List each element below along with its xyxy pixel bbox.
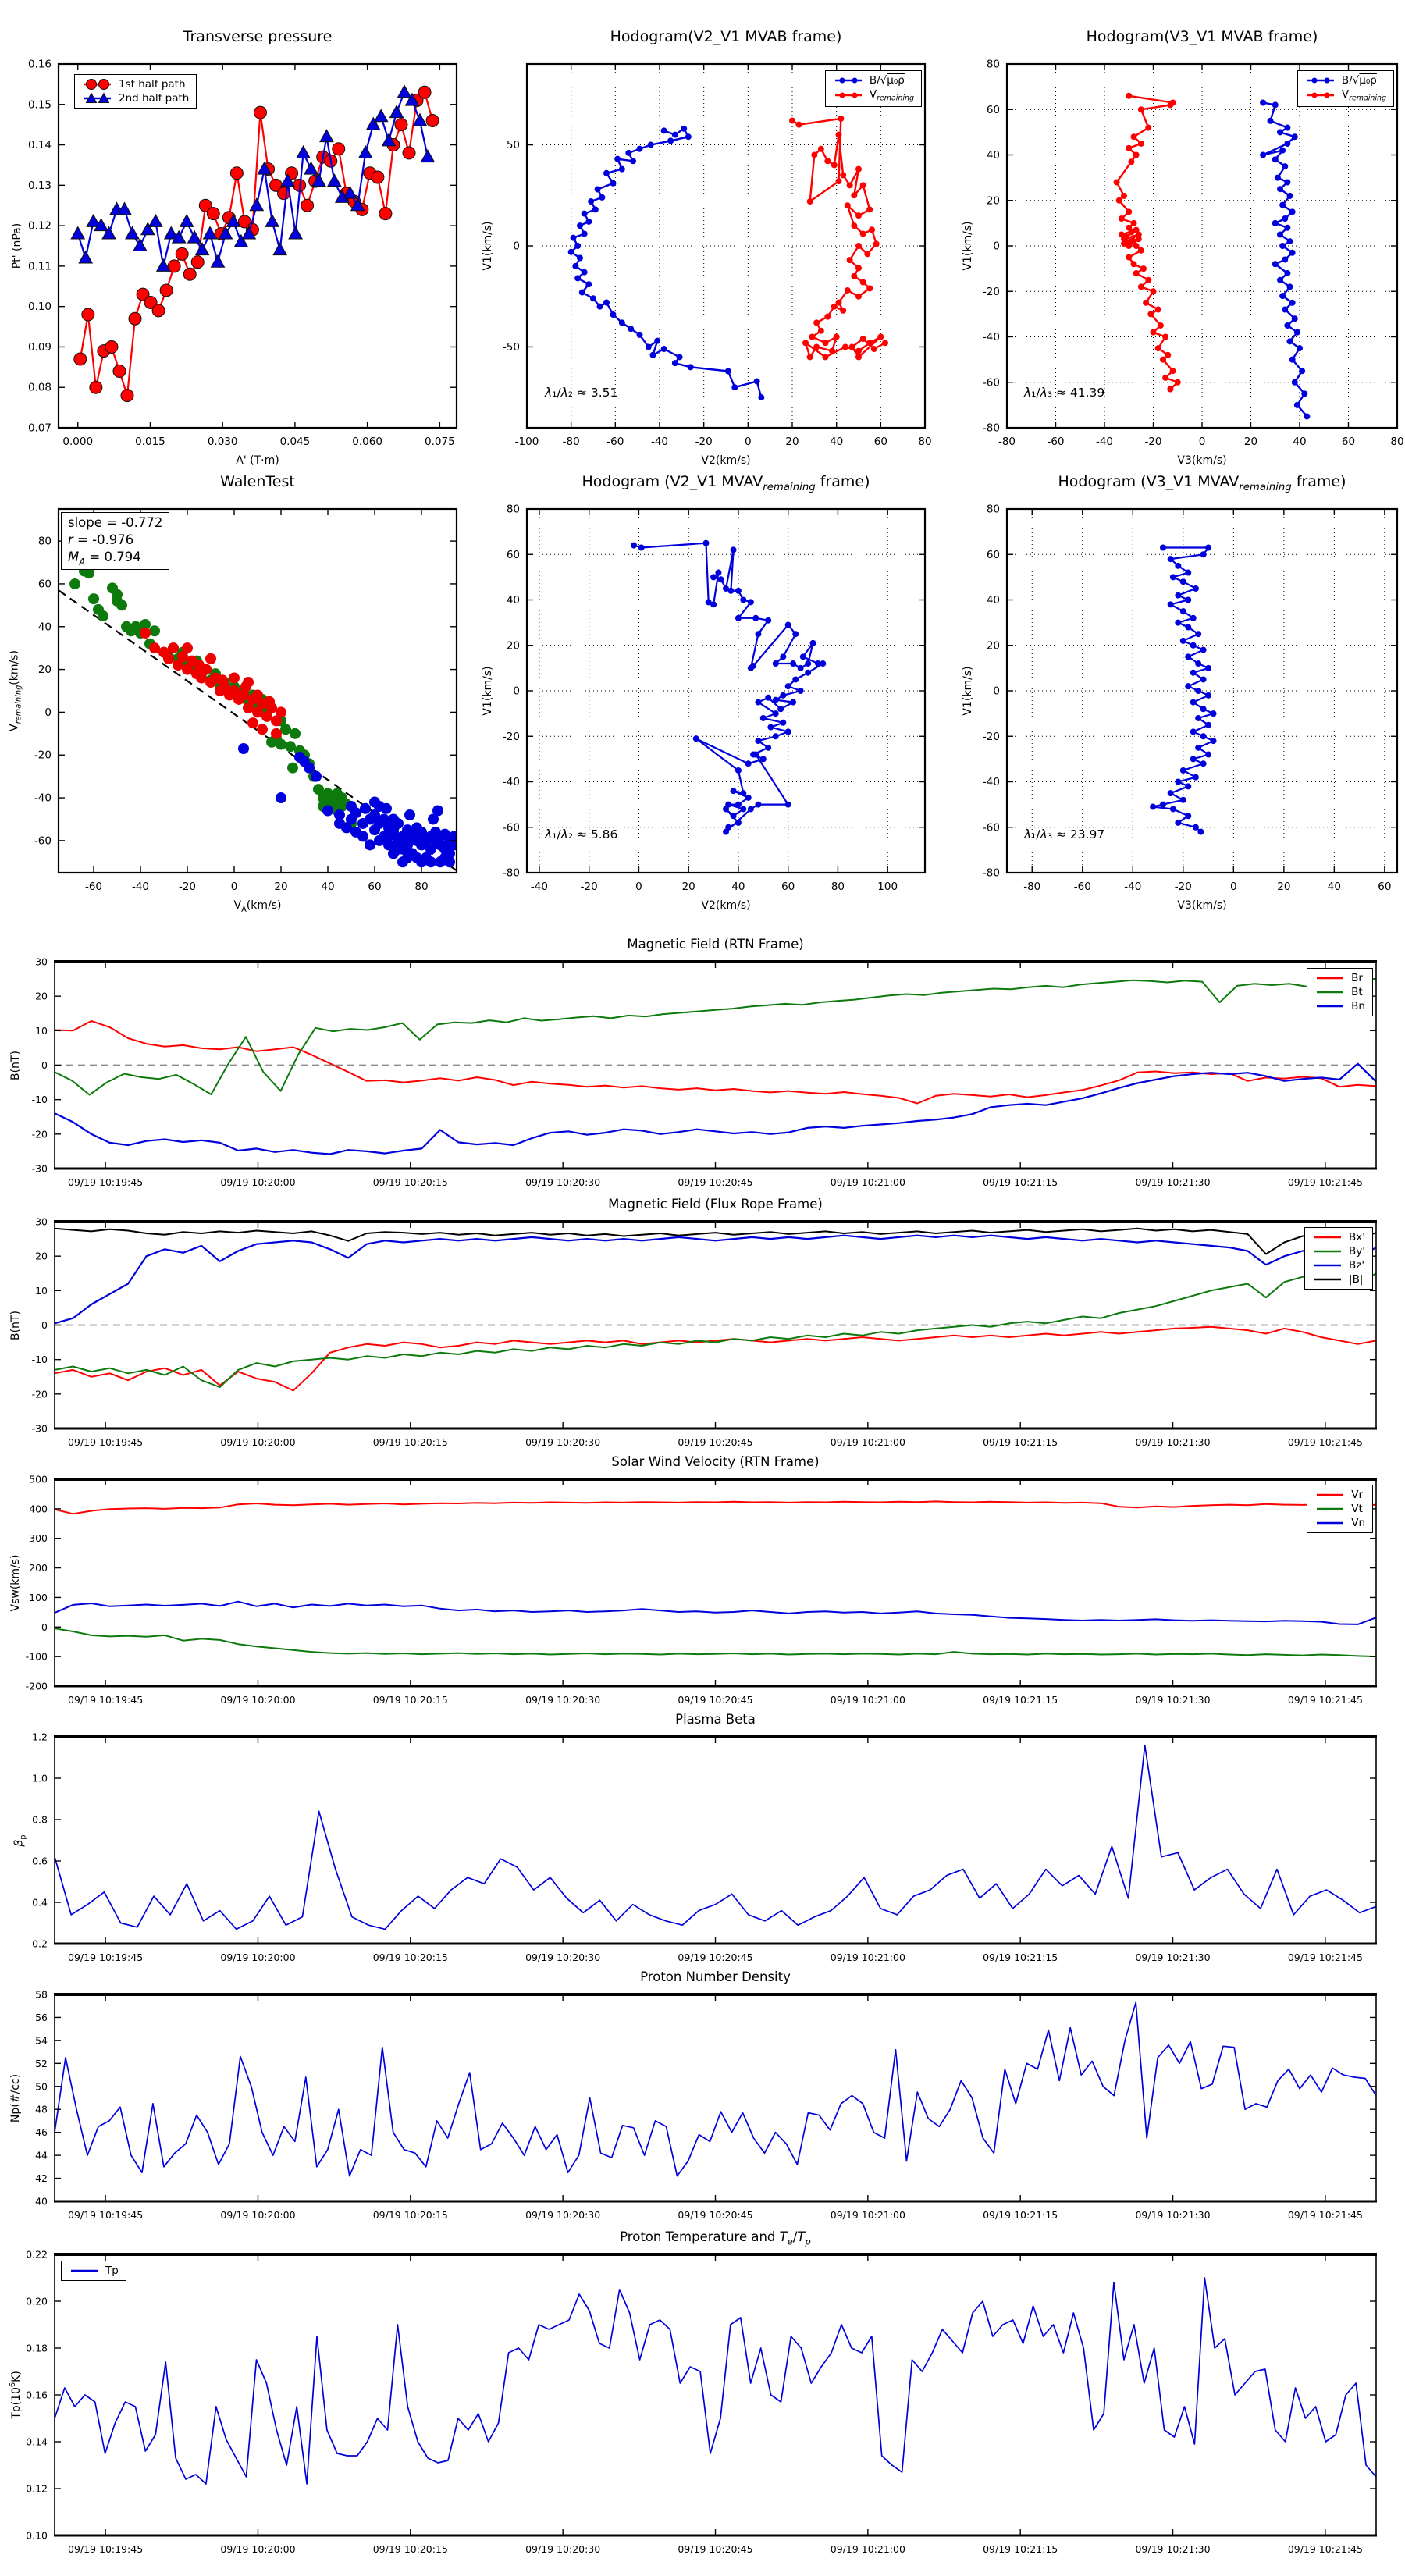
x-tick-label: 09/19 10:20:00	[220, 2209, 296, 2221]
x-tick-label: 09/19 10:19:45	[68, 1436, 144, 1448]
y-axis-label: V1(km/s)	[482, 666, 494, 716]
y-tick-label: 0.6	[32, 1855, 48, 1867]
x-tick-label: 09/19 10:20:00	[220, 1436, 296, 1448]
y-tick-label: 0.8	[32, 1813, 48, 1826]
y-tick-label: -80	[982, 866, 1000, 880]
x-tick-label: 0.075	[425, 436, 455, 448]
x-tick-label: 09/19 10:21:45	[1287, 2543, 1363, 2555]
y-tick-label: -40	[502, 776, 520, 788]
x-tick-label: 0.015	[135, 436, 165, 448]
y-tick-label: 58	[35, 1988, 48, 2001]
legend-label: |B|	[1349, 1273, 1364, 1286]
x-tick-label: 0	[1230, 881, 1237, 893]
y-tick-label: 0.10	[27, 301, 52, 314]
x-tick-label: 20	[681, 881, 695, 893]
y-tick-label: 0	[513, 240, 520, 253]
x-tick-label: 0	[230, 881, 238, 893]
y-tick-label: 0.10	[26, 2529, 48, 2542]
chart-series	[55, 2278, 1376, 2484]
y-tick-label: 0.15	[27, 98, 52, 112]
y-tick-label: 80	[986, 503, 1000, 516]
x-tick-label: 09/19 10:21:15	[983, 1952, 1058, 1963]
y-axis-label: Vsw(km/s)	[9, 1553, 22, 1612]
x-tick-label: -40	[1095, 436, 1114, 448]
y-tick-label: 46	[35, 2126, 48, 2139]
y-tick-label: -40	[982, 331, 1000, 343]
chart-series	[1114, 93, 1311, 420]
x-tick-label: 09/19 10:21:15	[983, 2209, 1058, 2221]
y-tick-label: 56	[35, 2011, 48, 2023]
x-tick-label: 40	[830, 436, 844, 448]
x-tick-label: 09/19 10:20:00	[220, 2543, 296, 2555]
x-tick-label: 09/19 10:21:00	[830, 1176, 905, 1188]
chart-proton-temperature	[26, 2249, 1377, 2556]
x-tick-label: 09/19 10:21:00	[830, 1436, 905, 1448]
x-tick-label: 20	[785, 436, 799, 448]
x-tick-label: -20	[1144, 436, 1162, 448]
x-tick-label: 09/19 10:21:15	[983, 2543, 1058, 2555]
x-tick-label: 40	[321, 881, 335, 893]
x-tick-label: 40	[1327, 881, 1341, 893]
x-tick-label: 20	[274, 881, 288, 893]
chart-series	[55, 1501, 1376, 1656]
y-tick-label: 52	[35, 2057, 48, 2069]
y-tick-label: -20	[982, 730, 1000, 743]
y-tick-label: -60	[982, 376, 1000, 390]
y-axis-label: B(nT)	[9, 1050, 22, 1080]
y-axis-label: Pt' (nPa)	[11, 222, 23, 269]
x-tick-label: 60	[1341, 436, 1356, 448]
x-axis-label: V3(km/s)	[1177, 454, 1227, 467]
y-tick-label: 80	[506, 503, 520, 516]
x-tick-label: 09/19 10:20:15	[372, 1694, 448, 1706]
chart-series	[55, 2002, 1376, 2176]
x-axis-label: A' (T·m)	[236, 454, 279, 467]
chart-title-hodogram-v2v1-mvav: Hodogram (V2_V1 $MVAV_{remaining}$ frame)	[582, 473, 870, 493]
x-tick-label: -40	[131, 881, 150, 893]
x-tick-label: 80	[414, 881, 429, 893]
x-tick-label: 100	[877, 881, 898, 893]
x-tick-label: 09/19 10:21:45	[1287, 2209, 1363, 2221]
y-tick-label: 44	[35, 2149, 48, 2161]
legend-label: Vt	[1351, 1503, 1363, 1515]
x-tick-label: 09/19 10:19:45	[68, 2543, 144, 2555]
y-tick-label: 0.13	[27, 179, 52, 192]
x-tick-label: 09/19 10:20:30	[525, 1694, 601, 1706]
y-axis-label: V1(km/s)	[482, 221, 494, 271]
y-tick-label: 0.08	[27, 381, 52, 394]
y-tick-label: 60	[506, 548, 520, 561]
x-tick-label: 09/19 10:21:30	[1135, 1952, 1211, 1963]
chart-title-proton-temperature: Proton Temperature and $T_e/T_p$	[620, 2229, 811, 2247]
x-tick-label: 20	[1277, 881, 1291, 893]
x-tick-label: 20	[1243, 436, 1258, 448]
x-tick-label: 09/19 10:21:30	[1135, 1694, 1211, 1706]
y-tick-label: 0.22	[26, 2248, 48, 2261]
x-tick-label: 60	[368, 881, 382, 893]
x-tick-label: -60	[84, 881, 103, 893]
x-tick-label: 09/19 10:20:45	[678, 1952, 753, 1963]
x-tick-label: -60	[1047, 436, 1065, 448]
x-tick-label: 80	[831, 881, 845, 893]
y-tick-label: 0.4	[32, 1896, 48, 1909]
y-axis-label: $\beta_p$	[12, 1834, 28, 1847]
x-tick-label: 60	[1378, 881, 1392, 893]
x-tick-label: 09/19 10:21:45	[1287, 1694, 1363, 1706]
y-tick-label: -30	[31, 1422, 48, 1435]
x-tick-label: 09/19 10:21:15	[983, 1436, 1058, 1448]
annotation: λ₁/λ₂ ≈ 3.51	[545, 386, 618, 400]
y-tick-label: 0	[41, 1621, 48, 1633]
y-tick-label: 0	[41, 1319, 48, 1331]
x-tick-label: 09/19 10:20:15	[372, 2543, 448, 2555]
x-tick-label: 09/19 10:21:45	[1287, 1952, 1363, 1963]
y-tick-label: 40	[506, 594, 520, 607]
chart-title-b-rtn: Magnetic Field (RTN Frame)	[627, 937, 804, 952]
y-tick-label: -200	[25, 1680, 48, 1692]
y-tick-label: 0	[993, 240, 1000, 253]
y-axis-label: B(nT)	[9, 1310, 22, 1340]
annotation: λ₁/λ₂ ≈ 5.86	[545, 827, 618, 841]
y-tick-label: 10	[35, 1284, 48, 1297]
x-tick-label: 40	[1293, 436, 1307, 448]
x-tick-label: -40	[1124, 881, 1142, 893]
y-tick-label: 0.12	[26, 2482, 48, 2495]
y-tick-label: 30	[35, 1215, 48, 1228]
y-tick-label: -20	[31, 1128, 48, 1140]
chart-plasma-beta	[32, 1731, 1377, 1964]
y-tick-label: 0.11	[27, 260, 52, 273]
y-tick-label: 200	[29, 1562, 48, 1574]
x-axis-label: V3(km/s)	[1177, 899, 1227, 912]
chart-title-plasma-beta: Plasma Beta	[675, 1712, 756, 1727]
legend-label: Tp	[105, 2265, 119, 2277]
chart-title-hodogram-v3v1-mvab: Hodogram(V3_V1 MVAB frame)	[1086, 28, 1318, 45]
x-tick-label: 09/19 10:20:30	[525, 1436, 601, 1448]
y-tick-label: 0	[513, 685, 520, 698]
y-axis-label: $Tp(10^6K)$	[9, 2371, 23, 2419]
x-tick-label: 09/19 10:21:00	[830, 2209, 905, 2221]
chart-hodogram-v2v1-mvav	[503, 503, 925, 894]
y-tick-label: 60	[986, 548, 1000, 561]
chart-title-b-fluxrope: Magnetic Field (Flux Rope Frame)	[608, 1197, 823, 1212]
y-tick-label: 0.14	[26, 2435, 48, 2448]
legend-label: Vn	[1351, 1517, 1365, 1529]
y-tick-label: 50	[506, 139, 520, 152]
chart-proton-density	[35, 1989, 1377, 2222]
y-tick-label: -100	[25, 1650, 48, 1663]
x-tick-label: 09/19 10:20:45	[678, 2209, 753, 2221]
y-tick-label: 40	[37, 621, 52, 634]
y-tick-label: 1.0	[32, 1772, 48, 1784]
x-tick-label: 09/19 10:21:15	[983, 1176, 1058, 1188]
x-tick-label: 09/19 10:21:00	[830, 2543, 905, 2555]
y-tick-label: -20	[502, 730, 520, 743]
y-tick-label: 40	[35, 2195, 48, 2208]
legend-label: By'	[1349, 1245, 1365, 1258]
x-tick-label: 0.045	[279, 436, 311, 448]
x-tick-label: 09/19 10:20:45	[678, 1176, 753, 1188]
y-tick-label: 80	[986, 58, 1000, 71]
y-tick-label: 0.16	[27, 58, 52, 71]
x-tick-label: 09/19 10:19:45	[68, 2209, 144, 2221]
x-tick-label: -20	[1174, 881, 1192, 893]
chart-series	[55, 1745, 1376, 1930]
chart-title-transverse-pressure: Transverse pressure	[183, 28, 333, 45]
y-tick-label: 20	[986, 639, 1000, 653]
y-tick-label: 40	[986, 594, 1000, 607]
y-tick-label: 10	[35, 1024, 48, 1037]
y-tick-label: 0.2	[32, 1937, 48, 1950]
chart-hodogram-v2v1-mvab	[503, 64, 932, 448]
x-tick-label: 09/19 10:21:00	[830, 1952, 905, 1963]
x-tick-label: 80	[1390, 436, 1404, 448]
y-tick-label: 60	[37, 578, 52, 591]
legend-label: $V_{remaining}$	[869, 88, 914, 103]
x-axis-label: V2(km/s)	[701, 454, 751, 467]
y-tick-label: 1.2	[32, 1731, 48, 1743]
y-tick-label: 100	[29, 1591, 48, 1603]
y-axis-label: Np(#/cc)	[9, 2073, 22, 2122]
y-tick-label: 500	[29, 1473, 48, 1485]
y-tick-label: -80	[982, 422, 1000, 435]
y-tick-label: -40	[982, 776, 1000, 788]
y-tick-label: 0	[993, 685, 1000, 698]
y-tick-label: 20	[506, 639, 520, 653]
y-tick-label: 0.07	[27, 422, 52, 435]
chart-title-hodogram-v2v1-mvab: Hodogram(V2_V1 MVAB frame)	[610, 28, 842, 45]
x-tick-label: -40	[650, 436, 669, 448]
x-tick-label: 09/19 10:21:45	[1287, 1176, 1363, 1188]
x-tick-label: -40	[530, 881, 548, 893]
chart-b-fluxrope	[32, 1216, 1377, 1449]
legend-label: $V_{remaining}$	[1341, 88, 1386, 103]
legend-label: Br	[1351, 972, 1363, 984]
annotation: slope = -0.772 r = -0.976 $M_A = 0.794$	[61, 512, 169, 570]
y-tick-label: -20	[31, 1388, 48, 1400]
y-tick-label: -80	[502, 866, 520, 880]
x-tick-label: 09/19 10:19:45	[68, 1952, 144, 1963]
y-tick-label: 300	[29, 1532, 48, 1545]
legend-label: B/√μ₀ρ	[869, 74, 905, 87]
y-tick-label: -30	[31, 1162, 48, 1175]
y-tick-label: -20	[34, 749, 52, 762]
chart-series	[631, 540, 826, 835]
y-tick-label: 30	[35, 955, 48, 968]
y-tick-label: 60	[986, 103, 1000, 116]
x-tick-label: -60	[1073, 881, 1091, 893]
y-tick-label: 20	[35, 1250, 48, 1262]
y-tick-label: 0	[44, 706, 52, 719]
y-tick-label: 0.16	[26, 2389, 48, 2401]
x-tick-label: 09/19 10:20:45	[678, 2543, 753, 2555]
y-tick-label: 80	[37, 535, 52, 548]
chart-series	[55, 1229, 1376, 1391]
y-tick-label: 20	[37, 664, 52, 677]
y-tick-label: 40	[986, 149, 1000, 162]
x-tick-label: 09/19 10:20:15	[372, 1176, 448, 1188]
chart-series	[1150, 545, 1216, 835]
x-axis-label: $V_A(km/s)$	[233, 899, 282, 914]
y-tick-label: -50	[502, 340, 520, 354]
y-tick-label: -60	[982, 821, 1000, 834]
y-tick-label: 48	[35, 2103, 48, 2115]
y-tick-label: 400	[29, 1503, 48, 1515]
x-tick-label: 0	[1198, 436, 1206, 448]
x-tick-label: -20	[580, 881, 598, 893]
y-tick-label: -40	[34, 792, 52, 805]
x-tick-label: 09/19 10:21:30	[1135, 1436, 1211, 1448]
chart-vsw-rtn	[26, 1474, 1377, 1706]
x-tick-label: 60	[781, 881, 795, 893]
y-tick-label: -20	[982, 285, 1000, 298]
y-axis-label: V1(km/s)	[962, 221, 974, 271]
y-tick-label: 50	[35, 2080, 48, 2093]
x-tick-label: -80	[1023, 881, 1041, 893]
x-tick-label: 0.060	[352, 436, 382, 448]
legend-label: B/√μ₀ρ	[1341, 74, 1377, 87]
y-tick-label: -10	[31, 1094, 48, 1106]
x-tick-label: 09/19 10:20:30	[525, 2543, 601, 2555]
x-tick-label: 09/19 10:19:45	[68, 1694, 144, 1706]
chart-series	[568, 116, 888, 400]
y-tick-label: 54	[35, 2034, 48, 2047]
chart-series	[71, 85, 439, 401]
y-tick-label: -60	[34, 834, 52, 848]
x-tick-label: 09/19 10:20:15	[372, 2209, 448, 2221]
chart-series	[59, 565, 460, 870]
x-tick-label: 09/19 10:20:45	[678, 1694, 753, 1706]
y-tick-label: -60	[502, 821, 520, 834]
x-tick-label: 09/19 10:21:00	[830, 1694, 905, 1706]
chart-title-proton-density: Proton Number Density	[640, 1969, 791, 1984]
annotation: λ₁/λ₃ ≈ 23.97	[1024, 827, 1105, 841]
chart-b-rtn	[32, 956, 1377, 1189]
legend-label: Bz'	[1349, 1259, 1365, 1272]
chart-title-walen-test: WalenTest	[220, 473, 295, 490]
y-tick-label: 20	[35, 990, 48, 1002]
chart-series	[55, 978, 1376, 1154]
x-tick-label: 09/19 10:21:30	[1135, 2543, 1211, 2555]
x-tick-label: 09/19 10:20:30	[525, 1176, 601, 1188]
y-tick-label: 0.14	[27, 139, 52, 152]
chart-title-hodogram-v3v1-mvav: Hodogram (V3_V1 $MVAV_{remaining}$ frame)	[1058, 473, 1346, 493]
y-tick-label: 0.09	[27, 340, 52, 354]
legend-label: 1st half path	[119, 78, 186, 91]
x-tick-label: 80	[918, 436, 932, 448]
x-tick-label: 09/19 10:21:30	[1135, 1176, 1211, 1188]
x-tick-label: 0.030	[207, 436, 238, 448]
x-tick-label: -60	[606, 436, 624, 448]
x-tick-label: 0.000	[62, 436, 94, 448]
y-tick-label: 0.20	[26, 2295, 48, 2307]
legend-label: Bx'	[1349, 1231, 1365, 1244]
annotation: λ₁/λ₃ ≈ 41.39	[1024, 386, 1105, 400]
legend-label: Bt	[1351, 986, 1363, 998]
y-tick-label: -10	[31, 1354, 48, 1366]
x-tick-label: 09/19 10:20:30	[525, 1952, 601, 1963]
y-axis-label: $V_{remaining}(km/s)$	[8, 650, 23, 731]
legend-label: Bn	[1351, 1000, 1365, 1012]
x-tick-label: -80	[998, 436, 1016, 448]
x-tick-label: 09/19 10:20:30	[525, 2209, 601, 2221]
legend-label: 2nd half path	[119, 92, 190, 105]
y-tick-label: 42	[35, 2172, 48, 2185]
x-tick-label: 60	[873, 436, 887, 448]
x-axis-label: V2(km/s)	[701, 899, 751, 912]
x-tick-label: 09/19 10:21:15	[983, 1694, 1058, 1706]
x-tick-label: -20	[695, 436, 713, 448]
y-tick-label: 0.12	[27, 219, 52, 233]
y-tick-label: 0.18	[26, 2342, 48, 2354]
chart-walen-test	[34, 509, 460, 893]
x-tick-label: 09/19 10:20:15	[372, 1952, 448, 1963]
y-tick-label: 20	[986, 194, 1000, 208]
chart-hodogram-v3v1-mvab	[983, 59, 1404, 449]
x-tick-label: 09/19 10:21:30	[1135, 2209, 1211, 2221]
legend-label: Vr	[1351, 1489, 1363, 1501]
x-tick-label: 0	[635, 881, 642, 893]
x-tick-label: 09/19 10:20:45	[678, 1436, 753, 1448]
y-axis-label: V1(km/s)	[962, 666, 974, 716]
y-tick-label: 0	[41, 1059, 48, 1071]
x-tick-label: 09/19 10:20:00	[220, 1952, 296, 1963]
x-tick-label: 09/19 10:20:15	[372, 1436, 448, 1448]
x-tick-label: 09/19 10:21:45	[1287, 1436, 1363, 1448]
x-tick-label: 09/19 10:20:00	[220, 1694, 296, 1706]
chart-title-vsw-rtn: Solar Wind Velocity (RTN Frame)	[611, 1454, 820, 1469]
x-tick-label: -80	[562, 436, 580, 448]
chart-hodogram-v3v1-mvav	[983, 503, 1397, 894]
x-tick-label: 09/19 10:19:45	[68, 1176, 144, 1188]
x-tick-label: 40	[731, 881, 745, 893]
chart-transverse-pressure	[28, 59, 457, 449]
x-tick-label: -20	[178, 881, 197, 893]
x-tick-label: -100	[514, 436, 539, 448]
x-tick-label: 09/19 10:20:00	[220, 1176, 296, 1188]
x-tick-label: 0	[745, 436, 752, 448]
